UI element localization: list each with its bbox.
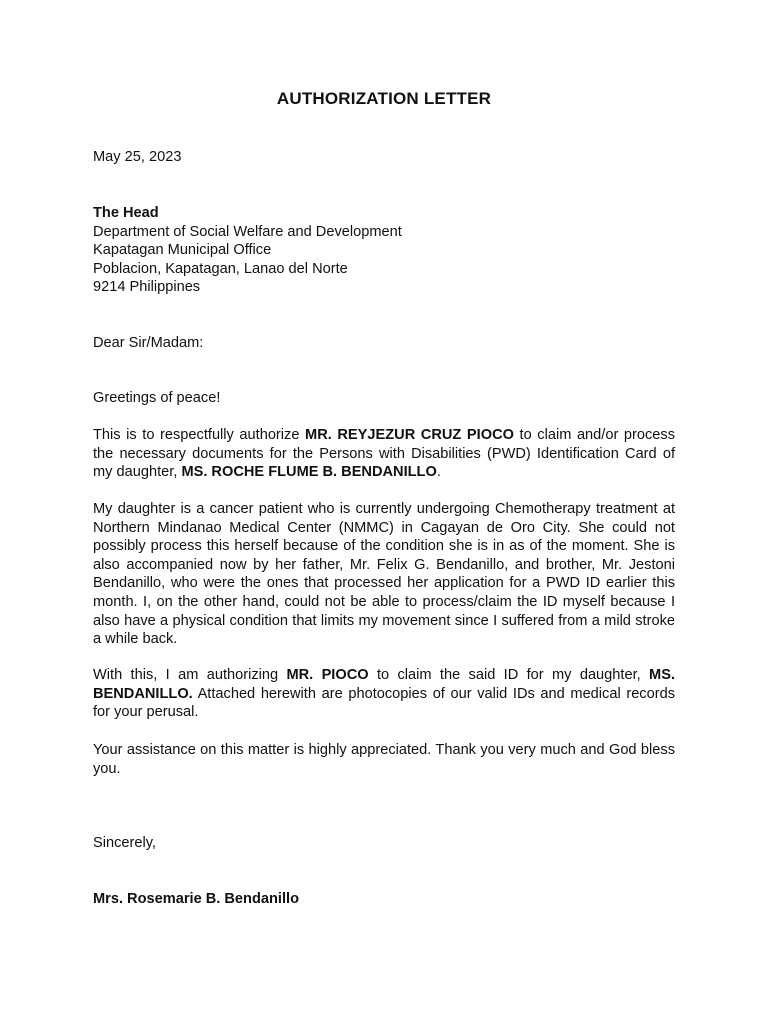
recipient-line: 9214 Philippines [93,279,201,296]
paragraph-reason: My daughter is a cancer patient who is currently undergoing Chemotherapy treatment at Northern Mindanao Medical Center (NMMC) in Cagayan de Oro City. She could not possibly process this herself because of the condition she is in as of the moment. She is also accompanied now by her father, Mr. Felix G. Bendanillo, and brother, Mr. Jestoni Bendanillo, who were the ones that processed her application for a PWD ID earlier this month. I, on the other hand, could not be able to process/claim the ID myself because I also have a physical condition that limits my movement since I suffered from a mild stroke a while back. [93,501,675,648]
authorized-person-short: MR. PIOCO [286,667,369,683]
paragraph-authorization [93,426,675,482]
text-run: to claim and/or process the necessary documents for the Persons with Disabilities (PWD) Identification Card of my daughter, [93,427,676,481]
recipient-name: The Head [93,205,159,221]
recipient-line: Poblacion, Kapatagan, Lanao del Norte [93,260,348,277]
daughter-short-name: MS. BENDANILLO. [93,667,675,702]
paragraph-authorizing [93,666,675,722]
recipient-line: Department of Social Welfare and Development [93,223,402,240]
closing: Sincerely, [93,835,156,851]
text-run: This is to respectfully authorize [93,427,306,443]
text-run: Attached herewith are photocopies of our valid IDs and medical records for your perusal. [93,685,675,721]
daughter-name: MS. ROCHE FLUME B. BENDANILLO [181,464,437,481]
letter-title: AUTHORIZATION LETTER [276,89,492,108]
paragraph-thanks: Your assistance on this matter is highly appreciated. Thank you very much and God bless you. [93,742,675,777]
text-run: . [436,464,441,481]
signature-name: Mrs. Rosemarie B. Bendanillo [93,891,299,907]
letter-date: May 25, 2023 [93,149,182,165]
recipient-line: Kapatagan Municipal Office [93,242,272,259]
text-run: With this, I am authorizing [93,667,287,683]
authorized-person-name: MR. REYJEZUR CRUZ PIOCO [305,427,514,443]
salutation: Dear Sir/Madam: [93,335,204,351]
text-run: to claim the said ID for my daughter, [368,667,650,683]
recipient-address [93,204,675,297]
greeting: Greetings of peace! [93,390,221,406]
